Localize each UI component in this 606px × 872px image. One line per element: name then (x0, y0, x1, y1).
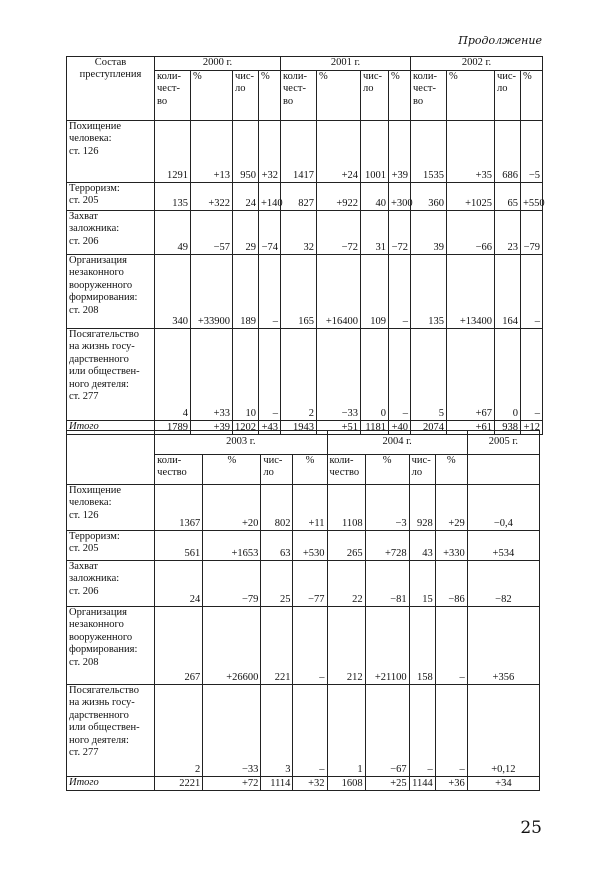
data-cell: 3 (261, 685, 293, 777)
data-cell: +32 (259, 121, 281, 183)
table-row (67, 485, 540, 531)
data-cell: +356 (467, 607, 539, 685)
data-cell: +300 (389, 183, 411, 211)
data-cell: −57 (191, 211, 233, 255)
data-cell: +33 (191, 329, 233, 421)
row-label: Похищение человека: ст. 126 (67, 121, 155, 183)
data-cell: +1653 (203, 531, 261, 561)
column-header: чис- ло (495, 71, 521, 121)
data-cell: – (521, 255, 543, 329)
crime-table-2000-2002 (66, 56, 543, 435)
data-cell: 2 (281, 329, 317, 421)
data-cell: – (389, 255, 411, 329)
table-row (67, 329, 543, 421)
data-cell: 165 (281, 255, 317, 329)
data-cell: 950 (233, 121, 259, 183)
data-cell: 49 (155, 211, 191, 255)
data-cell: 39 (411, 211, 447, 255)
data-cell: +922 (317, 183, 361, 211)
column-header: чис- ло (409, 455, 435, 485)
data-cell: 1367 (155, 485, 203, 531)
data-cell: +26600 (203, 607, 261, 685)
data-cell: 40 (361, 183, 389, 211)
column-header: % (317, 71, 361, 121)
year-header: 2004 г. (327, 431, 467, 455)
total-cell: +61 (447, 421, 495, 435)
data-cell: 4 (155, 329, 191, 421)
total-cell: 1114 (261, 777, 293, 791)
total-cell: +36 (435, 777, 467, 791)
data-cell: −82 (467, 561, 539, 607)
row-label: Захват заложника: ст. 206 (67, 561, 155, 607)
data-cell: 0 (495, 329, 521, 421)
data-cell: +67 (447, 329, 495, 421)
column-header: коли- чест- во (411, 71, 447, 121)
total-cell: +39 (191, 421, 233, 435)
data-cell: – (259, 329, 281, 421)
table-row (67, 121, 543, 183)
data-cell: +1025 (447, 183, 495, 211)
corner-blank (67, 431, 155, 485)
data-cell: – (293, 685, 327, 777)
table-row (67, 183, 543, 211)
data-cell: −5 (521, 121, 543, 183)
data-cell: – (259, 255, 281, 329)
row-label: Терроризм: ст. 205 (67, 531, 155, 561)
total-cell: 2221 (155, 777, 203, 791)
column-header: чис- ло (361, 71, 389, 121)
data-cell: 135 (155, 183, 191, 211)
data-cell: 1 (327, 685, 365, 777)
data-cell: 189 (233, 255, 259, 329)
total-cell: +12 (521, 421, 543, 435)
total-row (67, 777, 540, 791)
year-header: 2005 г. (467, 431, 539, 455)
column-header: чис- ло (261, 455, 293, 485)
data-cell: −74 (259, 211, 281, 255)
data-cell: 63 (261, 531, 293, 561)
data-cell: −0,4 (467, 485, 539, 531)
data-cell: 0 (361, 329, 389, 421)
data-cell: 24 (155, 561, 203, 607)
data-cell: 31 (361, 211, 389, 255)
data-cell: 2 (155, 685, 203, 777)
data-cell: −72 (389, 211, 411, 255)
data-cell: +322 (191, 183, 233, 211)
column-header: % (365, 455, 409, 485)
total-cell: +51 (317, 421, 361, 435)
row-label: Посягательство на жизнь госу- дарственного или обществен- ного деятеля: ст. 277 (67, 329, 155, 421)
data-cell: +20 (203, 485, 261, 531)
table-row (67, 531, 540, 561)
table-row (67, 561, 540, 607)
year-header-row (67, 57, 543, 71)
data-cell: +13 (191, 121, 233, 183)
total-cell: 1789 (155, 421, 191, 435)
data-cell: +11 (293, 485, 327, 531)
data-cell: −33 (317, 329, 361, 421)
data-cell: 65 (495, 183, 521, 211)
year-header: 2002 г. (411, 57, 543, 71)
data-cell: 1108 (327, 485, 365, 531)
corner-header: Состав преступления (67, 57, 155, 121)
data-cell: 686 (495, 121, 521, 183)
data-cell: – (293, 607, 327, 685)
column-header: коли- чество (327, 455, 365, 485)
data-cell: +530 (293, 531, 327, 561)
data-cell: 827 (281, 183, 317, 211)
data-cell: 158 (409, 607, 435, 685)
year-header: 2001 г. (281, 57, 411, 71)
total-cell: 1608 (327, 777, 365, 791)
data-cell: +16400 (317, 255, 361, 329)
data-cell: 1001 (361, 121, 389, 183)
data-cell: +39 (389, 121, 411, 183)
table-row (67, 607, 540, 685)
data-cell: 10 (233, 329, 259, 421)
data-cell: 561 (155, 531, 203, 561)
data-cell: 340 (155, 255, 191, 329)
column-header: коли- чест- во (281, 71, 317, 121)
total-cell: 1202 (233, 421, 259, 435)
data-cell: 265 (327, 531, 365, 561)
data-cell: 43 (409, 531, 435, 561)
table-row (67, 255, 543, 329)
data-cell: 29 (233, 211, 259, 255)
data-cell: 15 (409, 561, 435, 607)
row-label: Терроризм: ст. 205 (67, 183, 155, 211)
data-cell: 1535 (411, 121, 447, 183)
data-cell: −67 (365, 685, 409, 777)
year-header: 2000 г. (155, 57, 281, 71)
data-cell: −79 (203, 561, 261, 607)
data-cell: 1417 (281, 121, 317, 183)
data-cell: +728 (365, 531, 409, 561)
total-cell: +25 (365, 777, 409, 791)
data-cell: 802 (261, 485, 293, 531)
data-cell: 135 (411, 255, 447, 329)
table-row (67, 211, 543, 255)
data-cell: 5 (411, 329, 447, 421)
column-header: чис- ло (233, 71, 259, 121)
data-cell: – (389, 329, 411, 421)
data-cell: 22 (327, 561, 365, 607)
data-cell: 109 (361, 255, 389, 329)
data-cell: −3 (365, 485, 409, 531)
data-cell: +534 (467, 531, 539, 561)
data-cell: +29 (435, 485, 467, 531)
data-cell: +24 (317, 121, 361, 183)
row-label: Посягательство на жизнь госу- дарственного или обществен- ного деятеля: ст. 277 (67, 685, 155, 777)
total-label: Итого (67, 777, 155, 791)
data-cell: +0,12 (467, 685, 539, 777)
total-cell: +72 (203, 777, 261, 791)
continuation-label: Продолжение (458, 34, 542, 47)
data-cell: 212 (327, 607, 365, 685)
total-label: Итого (67, 421, 155, 435)
column-header: % (293, 455, 327, 485)
total-cell: +43 (259, 421, 281, 435)
data-cell: −79 (521, 211, 543, 255)
column-header: % (191, 71, 233, 121)
page-number: 25 (520, 818, 542, 838)
data-cell: −33 (203, 685, 261, 777)
column-header: % (259, 71, 281, 121)
column-header: % (447, 71, 495, 121)
crime-table-2003-2005 (66, 430, 540, 791)
total-cell: 1144 (409, 777, 435, 791)
data-cell: – (409, 685, 435, 777)
column-header: % (203, 455, 261, 485)
data-cell: 221 (261, 607, 293, 685)
data-cell: +330 (435, 531, 467, 561)
column-header: коли- чество (155, 455, 203, 485)
data-cell: 1291 (155, 121, 191, 183)
data-cell: −86 (435, 561, 467, 607)
data-cell: 25 (261, 561, 293, 607)
total-cell: 1943 (281, 421, 317, 435)
data-cell: 360 (411, 183, 447, 211)
data-cell: – (435, 607, 467, 685)
row-label: Похищение человека: ст. 126 (67, 485, 155, 531)
total-cell: +32 (293, 777, 327, 791)
row-label: Захват заложника: ст. 206 (67, 211, 155, 255)
data-cell: – (521, 329, 543, 421)
data-cell: −81 (365, 561, 409, 607)
data-cell: −77 (293, 561, 327, 607)
data-cell: +33900 (191, 255, 233, 329)
total-cell: 2074 (411, 421, 447, 435)
data-cell: +35 (447, 121, 495, 183)
row-label: Организация незаконного вооруженного формирования: ст. 208 (67, 255, 155, 329)
data-cell: +550 (521, 183, 543, 211)
total-cell: +34 (467, 777, 539, 791)
data-cell: −66 (447, 211, 495, 255)
data-cell: 24 (233, 183, 259, 211)
year-header: 2003 г. (155, 431, 327, 455)
data-cell: 23 (495, 211, 521, 255)
data-cell: +21100 (365, 607, 409, 685)
table-row (67, 685, 540, 777)
data-cell: +13400 (447, 255, 495, 329)
column-header: коли- чест- во (155, 71, 191, 121)
column-header: % (435, 455, 467, 485)
total-cell: 938 (495, 421, 521, 435)
total-cell: +40 (389, 421, 411, 435)
year-header-row (67, 431, 540, 455)
data-cell: +140 (259, 183, 281, 211)
total-cell: 1181 (361, 421, 389, 435)
data-cell: 267 (155, 607, 203, 685)
data-cell: 164 (495, 255, 521, 329)
row-label: Организация незаконного вооруженного формирования: ст. 208 (67, 607, 155, 685)
column-header: % (389, 71, 411, 121)
column-header (467, 455, 539, 485)
data-cell: – (435, 685, 467, 777)
data-cell: −72 (317, 211, 361, 255)
column-header: % (521, 71, 543, 121)
data-cell: 32 (281, 211, 317, 255)
data-cell: 928 (409, 485, 435, 531)
